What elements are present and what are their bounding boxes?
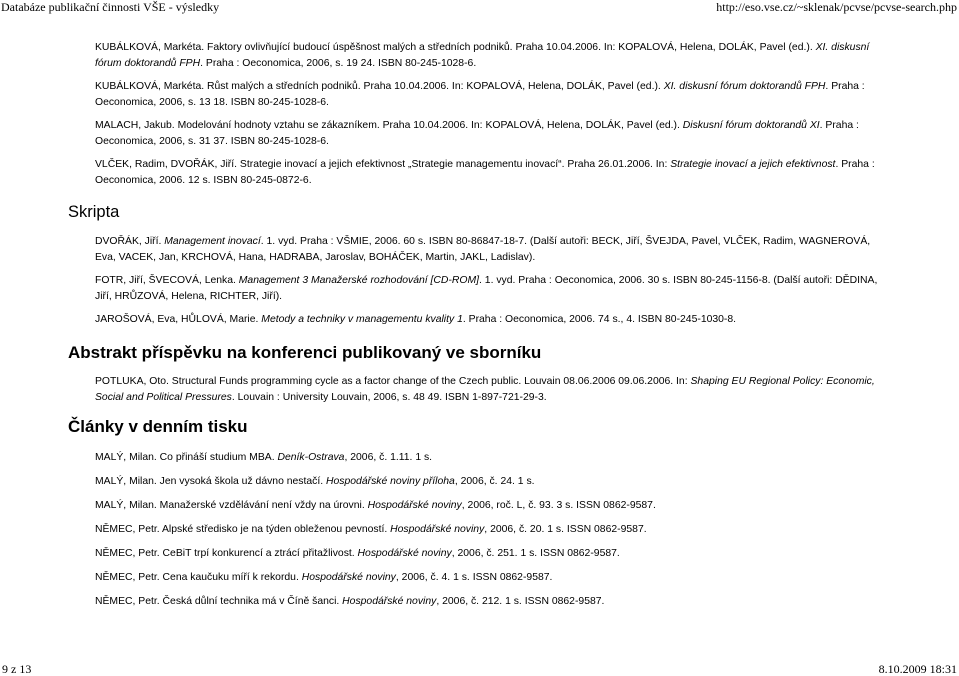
citation-text: . Praha : Oeconomica, 2006, s. 13 18. ISBN 80-245-1028-6. bbox=[95, 81, 865, 108]
citation-text: FOTR, Jiří, ŠVECOVÁ, Lenka. bbox=[95, 275, 239, 286]
citation-text: DVOŘÁK, Jiří. bbox=[95, 236, 165, 247]
citation-text: KUBÁLKOVÁ, Markéta. Růst malých a středních podniků. Praha 10.04.2006. In: KOPALOVÁ, Helena, DOLÁK, Pavel (ed.). bbox=[95, 81, 664, 92]
citation-entry bbox=[95, 522, 883, 538]
citation-text: , 2006, č. 24. 1 s. bbox=[454, 476, 535, 487]
citation-source: Hospodářské noviny bbox=[342, 596, 437, 607]
print-header bbox=[0, 0, 959, 14]
citation-entry bbox=[95, 546, 883, 562]
print-footer bbox=[0, 662, 959, 676]
citation-entry bbox=[95, 450, 883, 466]
citation-text: NĚMEC, Petr. Alpské středisko je na týden obleženou pevností. bbox=[95, 524, 391, 535]
citation-entry bbox=[95, 374, 883, 405]
print-header-title: Databáze publikační činnosti VŠE - výsledky bbox=[1, 0, 220, 14]
citation-text: , 2006, roč. L, č. 93. 3 s. ISSN 0862-9587. bbox=[461, 500, 656, 511]
citation-text: MALÝ, Milan. Manažerské vzdělávání není vždy na úrovni. bbox=[95, 500, 368, 511]
citation-source: Metody a techniky v managementu kvality 1 bbox=[261, 314, 463, 325]
citation-text: JAROŠOVÁ, Eva, HŮLOVÁ, Marie. bbox=[95, 314, 262, 325]
citation-text: MALACH, Jakub. Modelování hodnoty vztahu se zákazníkem. Praha 10.04.2006. In: KOPALOVÁ, Helena, DOLÁK, Pavel (ed.). bbox=[95, 120, 683, 131]
citation-entry bbox=[95, 79, 883, 110]
citation-source: XI. diskusní fórum doktorandů FPH bbox=[95, 42, 870, 69]
citation-text: MALÝ, Milan. Co přináší studium MBA. bbox=[95, 452, 278, 463]
citation-source: Strategie inovací a jejich efektivnost bbox=[670, 159, 836, 170]
citation-text: KUBÁLKOVÁ, Markéta. Faktory ovlivňující budoucí úspěšnost malých a středních podniků. Praha 10.04.2006. In: KOPALOVÁ, Helena, DOLÁK, Pavel (ed.). bbox=[95, 42, 816, 53]
citation-entry bbox=[95, 273, 883, 304]
print-header-url: http://eso.vse.cz/~sklenak/pcvse/pcvse-search.php bbox=[716, 0, 957, 14]
citation-entry bbox=[95, 118, 883, 149]
citation-entry bbox=[95, 234, 883, 265]
citation-text: NĚMEC, Petr. CeBiT trpí konkurencí a ztrácí přitažlivost. bbox=[95, 548, 358, 559]
citation-source: Shaping EU Regional Policy: Economic, Social and Political Pressures bbox=[95, 376, 875, 403]
section-heading-abstrakt: Abstrakt příspěvku na konferenci publikovaný ve sborníku bbox=[68, 343, 542, 362]
citation-source: Hospodářské noviny bbox=[390, 524, 485, 535]
citation-source: Hospodářské noviny bbox=[357, 548, 452, 559]
section-heading-clanky: Články v denním tisku bbox=[68, 417, 248, 436]
citation-text: , 2006, č. 1.11. 1 s. bbox=[344, 452, 433, 463]
citation-text: . Praha : Oeconomica, 2006, s. 19 24. ISBN 80-245-1028-6. bbox=[200, 57, 477, 69]
citation-text: . 1. vyd. Praha : Oeconomica, 2006. 30 s. ISBN 80-245-1156-8. (Další autoři: DĚDINA, Jiří, HRŮZOVÁ, Helena, RICHTER, Jiří). bbox=[95, 275, 878, 302]
citation-text: , 2006, č. 4. 1 s. ISSN 0862-9587. bbox=[395, 572, 553, 583]
citation-text: , 2006, č. 251. 1 s. ISSN 0862-9587. bbox=[451, 548, 620, 559]
citation-entry bbox=[95, 157, 883, 188]
citation-text: . Praha : Oeconomica, 2006, s. 31 37. ISBN 80-245-1028-6. bbox=[95, 120, 859, 147]
citation-text: . Praha : Oeconomica, 2006. 74 s., 4. ISBN 80-245-1030-8. bbox=[462, 314, 737, 325]
citation-source: Management 3 Manažerské rozhodování [CD-ROM] bbox=[238, 275, 480, 286]
citation-text: , 2006, č. 20. 1 s. ISSN 0862-9587. bbox=[484, 524, 647, 535]
citation-text: POTLUKA, Oto. Structural Funds programming cycle as a factor change of the Czech public. Louvain 08.06.2006 09.06.2006. In: bbox=[95, 376, 691, 387]
citation-text: , 2006, č. 212. 1 s. ISSN 0862-9587. bbox=[436, 596, 605, 607]
citation-entry bbox=[95, 474, 883, 490]
citation-text: . Louvain : University Louvain, 2006, s. 48 49. ISBN 1-897-721-29-3. bbox=[231, 391, 547, 403]
citation-source: XI. diskusní fórum doktorandů FPH bbox=[663, 81, 826, 92]
citation-entry bbox=[95, 312, 883, 328]
citation-text: . Praha : Oeconomica, 2006. 12 s. ISBN 80-245-0872-6. bbox=[95, 159, 875, 186]
citation-text: NĚMEC, Petr. Cena kaučuku míří k rekordu. bbox=[95, 572, 302, 583]
citation-source: Hospodářské noviny bbox=[367, 500, 462, 511]
citation-entry bbox=[95, 498, 883, 514]
citation-source: Diskusní fórum doktorandů XI bbox=[682, 120, 820, 131]
citation-source: Hospodářské noviny bbox=[301, 572, 396, 583]
citation-entry bbox=[95, 40, 883, 71]
citation-source: Hospodářské noviny příloha bbox=[326, 476, 455, 487]
citation-text: . 1. vyd. Praha : VŠMIE, 2006. 60 s. ISBN 80-86847-18-7. (Další autoři: BECK, Jiří, ŠVEJDA, Pavel, VLČEK, Radim, WAGNEROVÁ, Eva, VACEK, Jan, KRCHOVÁ, Hana, HADRABA, Jaroslav, BOHÁČEK, Martin, JAKL, Ladislav). bbox=[95, 236, 871, 263]
page-number: 9 z 13 bbox=[2, 662, 32, 676]
citation-entry bbox=[95, 570, 883, 586]
print-datetime: 8.10.2009 18:31 bbox=[878, 662, 957, 676]
citation-source: Deník-Ostrava bbox=[277, 452, 345, 463]
citation-text: MALÝ, Milan. Jen vysoká škola už dávno nestačí. bbox=[95, 476, 327, 487]
citation-text: NĚMEC, Petr. Česká důlní technika má v Číně šanci. bbox=[95, 596, 343, 607]
citation-source: Management inovací bbox=[164, 236, 261, 247]
section-heading-skripta: Skripta bbox=[68, 203, 120, 221]
citation-text: VLČEK, Radim, DVOŘÁK, Jiří. Strategie inovací a jejich efektivnost „Strategie managementu inovací“. Praha 26.01.2006. In: bbox=[95, 159, 671, 170]
citation-entry bbox=[95, 594, 883, 610]
